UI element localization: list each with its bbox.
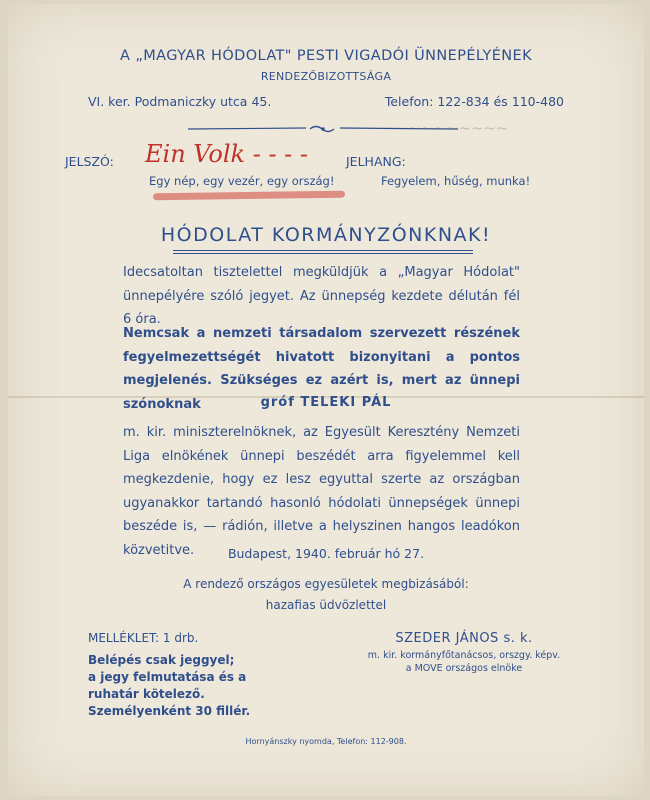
entry-notes xyxy=(88,652,250,720)
jelszo-label: JELSZÓ: xyxy=(65,154,114,169)
main-title: HÓDOLAT KORMÁNYZÓNKNAK! xyxy=(160,224,492,246)
intro-paragraph: Idecsatoltan tisztelettel megküldjük a „Magyar Hódolat" ünnepélyére szóló jegyet. Az ünnepség kezdete délután fél 6 óra. xyxy=(123,265,520,327)
entry-note-line: Belépés csak jeggyel; xyxy=(88,653,235,667)
speaker-name: gróf TELEKI PÁL xyxy=(260,395,392,410)
entry-note-line: ruhatár kötelező. xyxy=(88,687,205,701)
closing-line-2: hazafias üdvözlettel xyxy=(265,598,387,612)
signer-role-1: m. kir. kormányfőtanácsos, orszgy. képv. xyxy=(367,650,561,661)
attachment-label: MELLÉKLET: 1 drb. xyxy=(88,631,199,645)
header-address: VI. ker. Podmaniczky utca 45. xyxy=(88,94,272,109)
emphasis-paragraph: Nemcsak a nemzeti társadalom szervezett részének fegyelmezettségét hivatott bizonyitani a pontos megjelenés. Szükséges ez azért is, mert az ünnepi szónoknak xyxy=(123,326,520,412)
pencil-faint-note: ~~~~~~~~ xyxy=(408,119,509,137)
printer-imprint: Hornyánszky nyomda, Telefon: 112-908. xyxy=(245,737,407,746)
document-sheet xyxy=(8,4,644,796)
speaker-paragraph: m. kir. miniszterelnöknek, az Egyesült Keresztény Nemzeti Liga elnökének ünnepi beszédét arra figyelemmel kell megkezdenie, hogy ez lesz egyuttal szerte az országban ugyanakkor tartandó hasonló hódolati ünnepségek ünnepi beszéde is, — rádión, illetve a helyszinen hangos leadókon közvetitve. xyxy=(123,425,520,558)
red-underline-mark xyxy=(153,191,345,201)
handwritten-password: Ein Volk - - - - xyxy=(145,140,309,168)
signer-name: SZEDER JÁNOS s. k. xyxy=(395,631,533,646)
title-underline xyxy=(173,250,473,251)
entry-note-line: Személyenként 30 fillér. xyxy=(88,704,251,718)
header-title: A „MAGYAR HÓDOLAT" PESTI VIGADÓI ÜNNEPÉLYÉNEK xyxy=(119,48,533,64)
date-line: Budapest, 1940. február hó 27. xyxy=(227,546,425,561)
signer-block xyxy=(364,631,564,674)
jelhang-label: JELHANG: xyxy=(346,154,406,169)
title-underline-2 xyxy=(173,253,473,254)
header-phone: Telefon: 122-834 és 110-480 xyxy=(384,94,564,109)
header-subtitle: RENDEZŐBIZOTTSÁGA xyxy=(260,70,392,83)
signer-role-2: a MOVE országos elnöke xyxy=(405,663,523,674)
closing-line-1: A rendező országos egyesületek megbizásából: xyxy=(183,577,469,591)
jelszo-motto: Egy nép, egy vezér, egy ország! xyxy=(149,174,335,188)
entry-note-line: a jegy felmutatása és a xyxy=(88,670,247,684)
jelhang-motto: Fegyelem, hűség, munka! xyxy=(381,174,531,188)
